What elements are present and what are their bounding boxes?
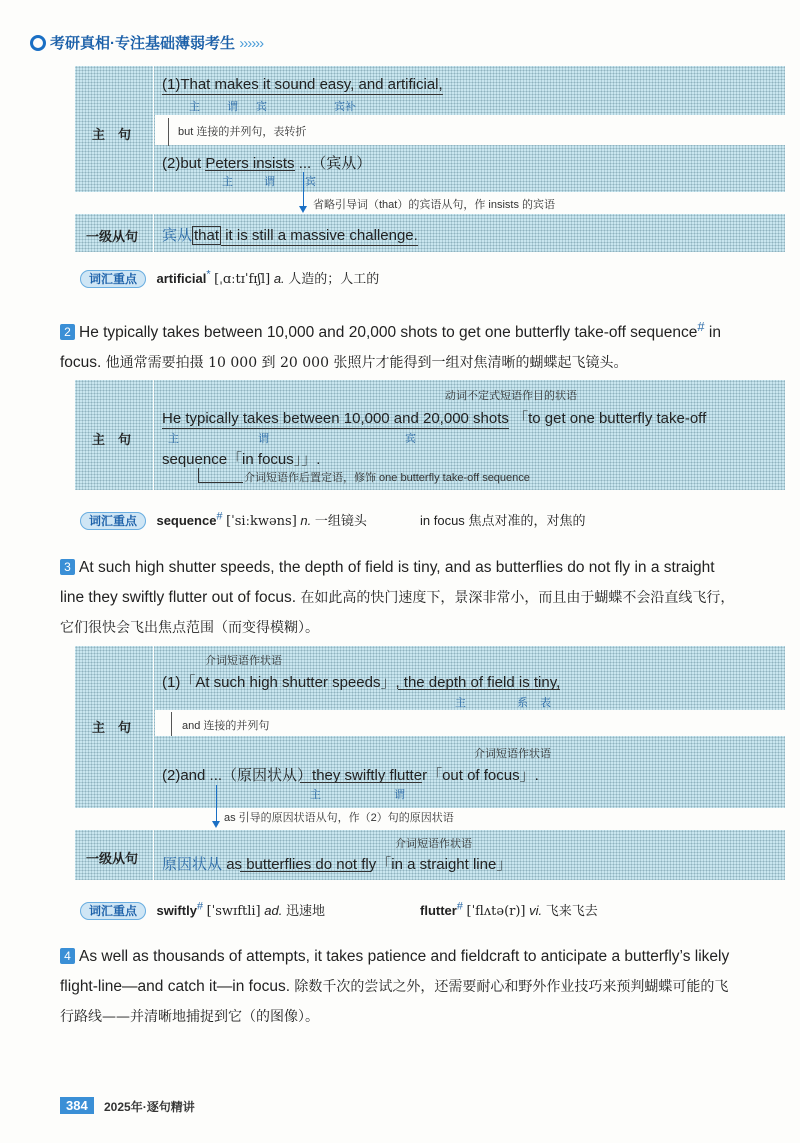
para3-en: At such high shutter speeds, the depth of field is tiny, and as butterflies do not fly in a straight line they swiftly flutter out of focus.: [60, 559, 715, 606]
down-arrow-icon: [212, 821, 220, 828]
vocab1-row: [80, 268, 379, 288]
vocab3-pos: ad.: [264, 903, 283, 918]
block3-conj-note: and 连接的并列句: [182, 720, 270, 732]
block1-c2-tag-verb: 谓: [264, 176, 275, 188]
block2-line1b: 「to get one butterfly take-off: [513, 410, 707, 427]
chevrons-icon: ››››››: [239, 35, 264, 52]
block1-conj-note: but 连接的并列句，表转折: [178, 126, 307, 138]
vocab3-phonetic: [ˈswɪftli]: [206, 904, 261, 919]
vocab3-meaning2: 飞来飞去: [545, 903, 598, 918]
block1-subclause: [162, 224, 418, 245]
vocab1-phonetic: [ˌɑːtɪˈfɪʃl]: [214, 272, 271, 287]
vocab2-word: sequence: [156, 513, 217, 528]
block3-arrow-line: [216, 785, 217, 823]
para2-star: #: [697, 319, 705, 334]
vocab1-pos: a.: [273, 271, 285, 286]
block3-sub-text: as butterflies do not fly「in a straight line」: [226, 856, 512, 873]
block3-tag-predicative: 表: [540, 697, 551, 709]
vocab2-row: [80, 510, 780, 530]
block3-sub-underline: [240, 871, 370, 872]
block1-sub-label: 一级从句: [86, 229, 139, 244]
block1-clause1: [162, 76, 443, 93]
block2-tag-verb: 谓: [258, 433, 269, 445]
block3-note3: 介词短语作状语: [395, 838, 472, 850]
block1-c2-tag-subject: 主: [222, 176, 233, 188]
para2-number: 2: [60, 324, 75, 340]
para2-en2: in focus.: [60, 324, 721, 372]
block3-clause1-underline: [398, 689, 560, 690]
vocab2-phonetic: [ˈsiːkwəns]: [226, 514, 297, 529]
block1-clause1-text: (1)That makes it sound easy, and artificial,: [162, 76, 443, 93]
block3-arrow-note: as 引导的原因状语从句，作（2）句的原因状语: [224, 812, 454, 824]
down-arrow-icon: [299, 206, 307, 213]
block1-arrow-note: 省略引导词（that）的宾语从句，作 insists 的宾语: [313, 199, 556, 211]
vocab3-star2: #: [456, 900, 463, 913]
block3-note1: 介词短语作状语: [205, 655, 282, 667]
para2-en: He typically takes between 10,000 and 20,000 shots to get one butterfly take-off sequence: [79, 324, 698, 342]
vocab2-word2: in focus: [420, 513, 465, 528]
block2-tag-subject: 主: [168, 433, 179, 445]
block3-tag-subject: 主: [455, 697, 466, 709]
para3: [60, 553, 740, 643]
block1-sub-prefix: 宾从: [162, 227, 193, 244]
vocab2-meaning: 一组镜头: [314, 513, 367, 528]
para4-en: As well as thousands of attempts, it takes patience and fieldcraft to anticipate a butterfly’s likely flight-line—and catch it—in focus.: [60, 948, 730, 995]
vocab3-meaning: 迅速地: [285, 903, 325, 918]
block3-sub-label: 一级从句: [86, 851, 139, 866]
block1-tag-object: 宾: [256, 101, 267, 113]
vocab3-star: #: [196, 900, 203, 913]
para2-zh: 他通常需要拍摄 10 000 到 20 000 张照片才能得到一组对焦清晰的蝴蝶起飞镜头。: [105, 355, 628, 372]
block3-sub-divider: [153, 830, 154, 880]
block2-line1: [162, 407, 706, 428]
block1-tag-verb: 谓: [227, 101, 238, 113]
block3-sub-prefix: 原因状从: [162, 856, 223, 873]
para3-number: 3: [60, 559, 75, 575]
block1-clause2-text: (2)but Peters insists ...（宾从）: [162, 155, 372, 172]
vocab3-word: swiftly: [156, 903, 197, 918]
block3-divider: [153, 646, 154, 808]
block3-c2-tag-verb: 谓: [394, 789, 405, 801]
block1-conj-line: [168, 118, 169, 146]
block3-main-label: 主 句: [92, 720, 132, 735]
block2-main-label: 主 句: [92, 432, 132, 447]
brand-subtitle: 专注基础薄弱考生: [115, 35, 236, 52]
block1-tag-complement: 宾补: [334, 101, 356, 113]
para4: [60, 942, 740, 1032]
block3-conj-line: [171, 712, 172, 736]
block1-sub-rest: it is still a massive challenge.: [221, 227, 418, 244]
header-brand: [30, 32, 263, 53]
block1-tag-subject: 主: [189, 101, 200, 113]
block1-c2-tag-object: 宾: [305, 176, 316, 188]
block1-sub-divider: [153, 214, 154, 252]
para3-zh: 在如此高的快门速度下，景深非常小，而且由于蝴蝶不会沿直线飞行，它们很快会飞出焦点范围（而变得模糊）。: [60, 590, 735, 636]
block2-tag-object: 宾: [405, 433, 416, 445]
vocab2-meaning2: 焦点对准的，对焦的: [468, 513, 586, 528]
block1-main-label: 主 句: [92, 127, 132, 142]
vocab3-row: [80, 900, 780, 920]
block2-top-note: 动词不定式短语作目的状语: [445, 390, 577, 402]
vocab3-badge: 词汇重点: [80, 902, 146, 920]
block3-note2: 介词短语作状语: [474, 748, 551, 760]
block2-line2: sequence「in focus」」.: [162, 451, 321, 468]
block3-clause2: (2)and ...（原因状从）they swiftly flutter「out of focus」.: [162, 767, 539, 784]
para4-zh: 除数千次的尝试之外，还需要耐心和野外作业技巧来预判蝴蝶可能的飞行路线——并清晰地捕捉到它（的图像）。: [60, 979, 729, 1025]
para2: [60, 312, 740, 378]
block2-bracket: [198, 468, 243, 483]
vocab1-badge: 词汇重点: [80, 270, 146, 288]
block1-sub-that: that: [194, 227, 220, 244]
para4-number: 4: [60, 948, 75, 964]
block1-arrow-line: [303, 172, 304, 208]
vocab3-phonetic2: [ˈflʌtə(r)]: [466, 904, 526, 919]
vocab3-word2: flutter: [420, 903, 457, 918]
vocab2-star: #: [216, 510, 223, 523]
block2-bottom-note: 介词短语作后置定语，修饰 one butterfly take-off sequence: [244, 472, 530, 484]
vocab1-word: artificial: [156, 271, 207, 286]
footer-title: 2025年·逐句精讲: [104, 1100, 195, 1114]
vocab1-meaning: 人造的；人工的: [288, 271, 380, 286]
block3-tag-linking-verb: 系: [517, 697, 528, 709]
vocab2-pos: n.: [300, 513, 312, 528]
block2-divider: [153, 380, 154, 490]
brand-name: 考研真相: [50, 35, 111, 52]
block3-c2-tag-subject: 主: [310, 789, 321, 801]
block3-clause2-underline: [300, 782, 422, 783]
brand-dot: ·: [110, 35, 116, 52]
vocab3-pos2: vi.: [529, 903, 543, 918]
block1-clause2-underline: [205, 170, 295, 171]
vocab2-badge: 词汇重点: [80, 512, 146, 530]
block2-line1a: He typically takes between 10,000 and 20,000 shots: [162, 410, 509, 427]
page-number: 384: [60, 1097, 94, 1114]
vocab1-star: *: [206, 268, 211, 281]
block3-clause1: (1)「At such high shutter speeds」, the depth of field is tiny,: [162, 674, 561, 691]
search-logo-icon: [30, 35, 46, 51]
